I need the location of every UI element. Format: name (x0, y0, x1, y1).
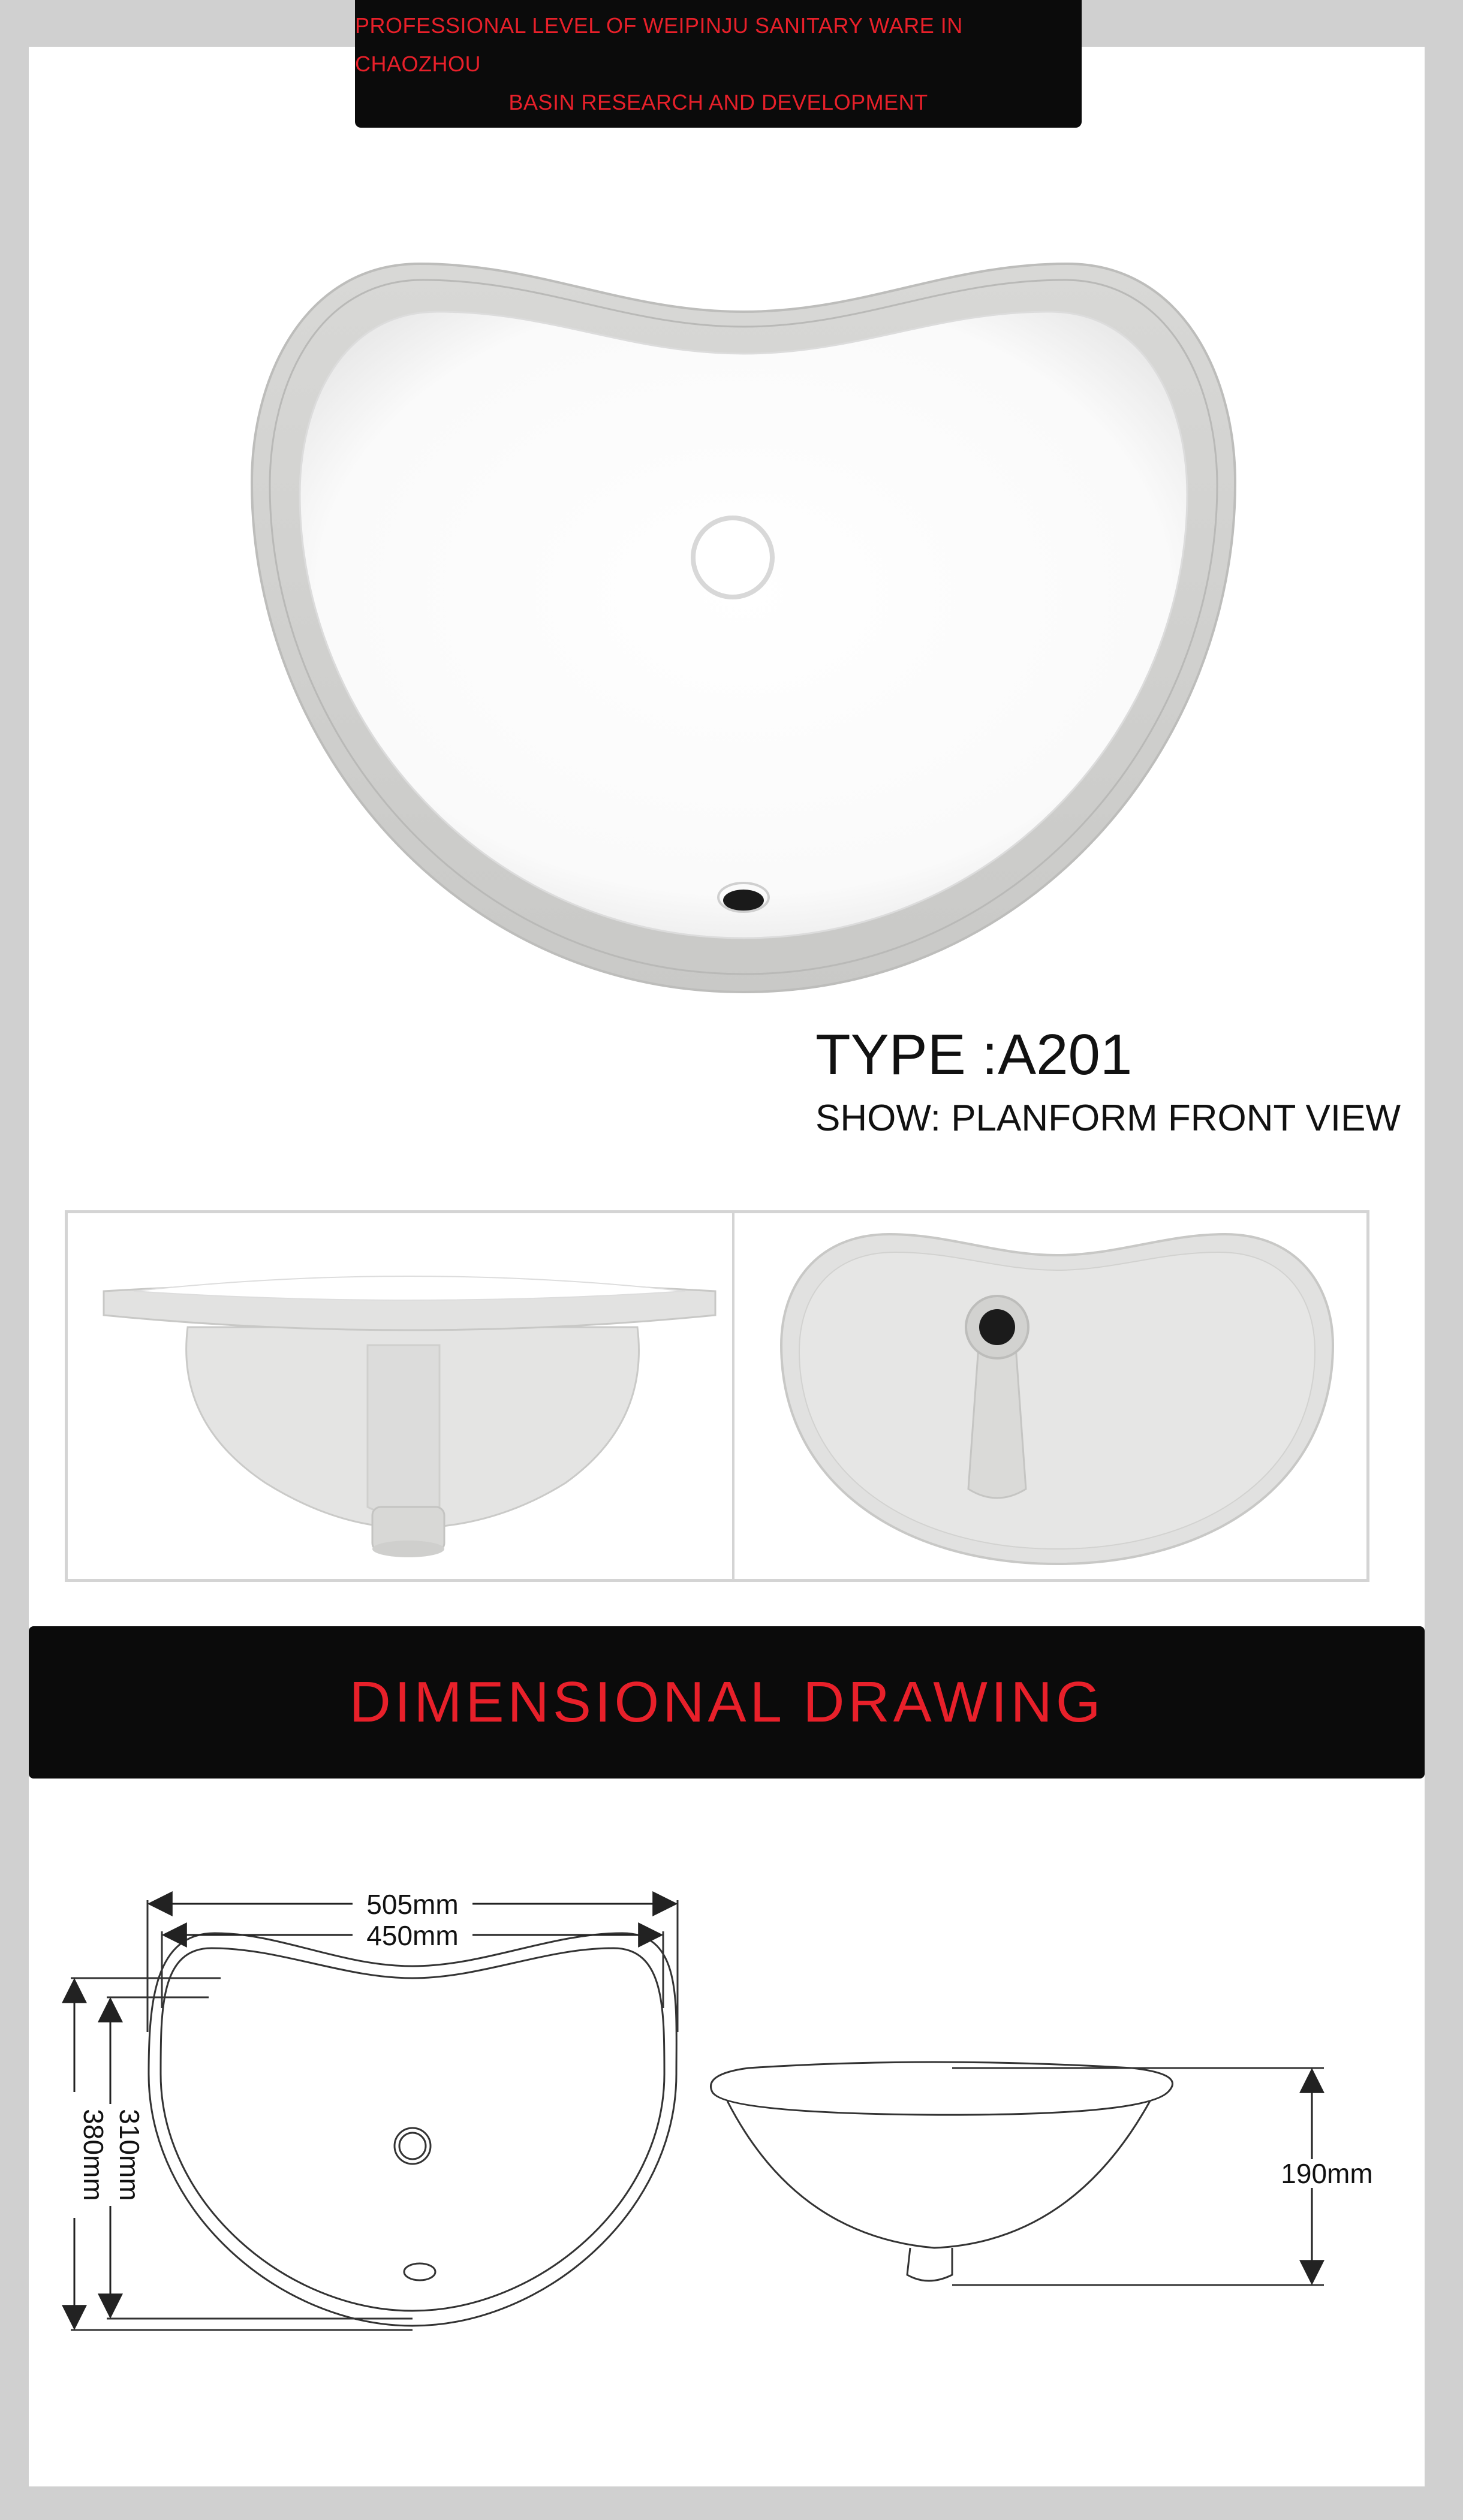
type-label: TYPE :A201 (815, 1023, 1133, 1087)
basin-front-view-image (246, 255, 1241, 998)
profile-rim-outline (711, 2062, 1173, 2115)
top-banner (355, 0, 1082, 128)
dim-190-label: 190mm (1281, 2158, 1373, 2189)
section-title: DIMENSIONAL DRAWING (349, 1670, 1104, 1734)
views-divider (732, 1213, 734, 1579)
overflow-hole (693, 518, 772, 597)
basin-side-view-image (86, 1225, 721, 1573)
drain-hole (723, 890, 764, 911)
dim-505-label: 505mm (366, 1889, 459, 1920)
profile-bowl-outline (727, 2101, 1150, 2248)
profile-drain-outline (907, 2248, 952, 2281)
dim-380-label: 380mm (78, 2109, 109, 2201)
plan-drain-ellipse (404, 2263, 435, 2280)
dimensional-drawing-banner (29, 1626, 1425, 1779)
dim-310-label: 310mm (114, 2109, 145, 2201)
basin-bottom-view-image (757, 1225, 1357, 1573)
show-label: SHOW: PLANFORM FRONT VIEW (815, 1098, 1401, 1139)
banner-line-2: BASIN RESEARCH AND DEVELOPMENT (508, 89, 928, 114)
product-views-panel (65, 1210, 1369, 1582)
dimensional-drawing (29, 1828, 1425, 2428)
plan-outer-outline (149, 1933, 676, 2326)
banner-line-1: PROFESSIONAL LEVEL OF WEIPINJU SANITARY WARE IN CHAOZHOU (355, 13, 963, 76)
dim-450-label: 450mm (366, 1920, 459, 1951)
